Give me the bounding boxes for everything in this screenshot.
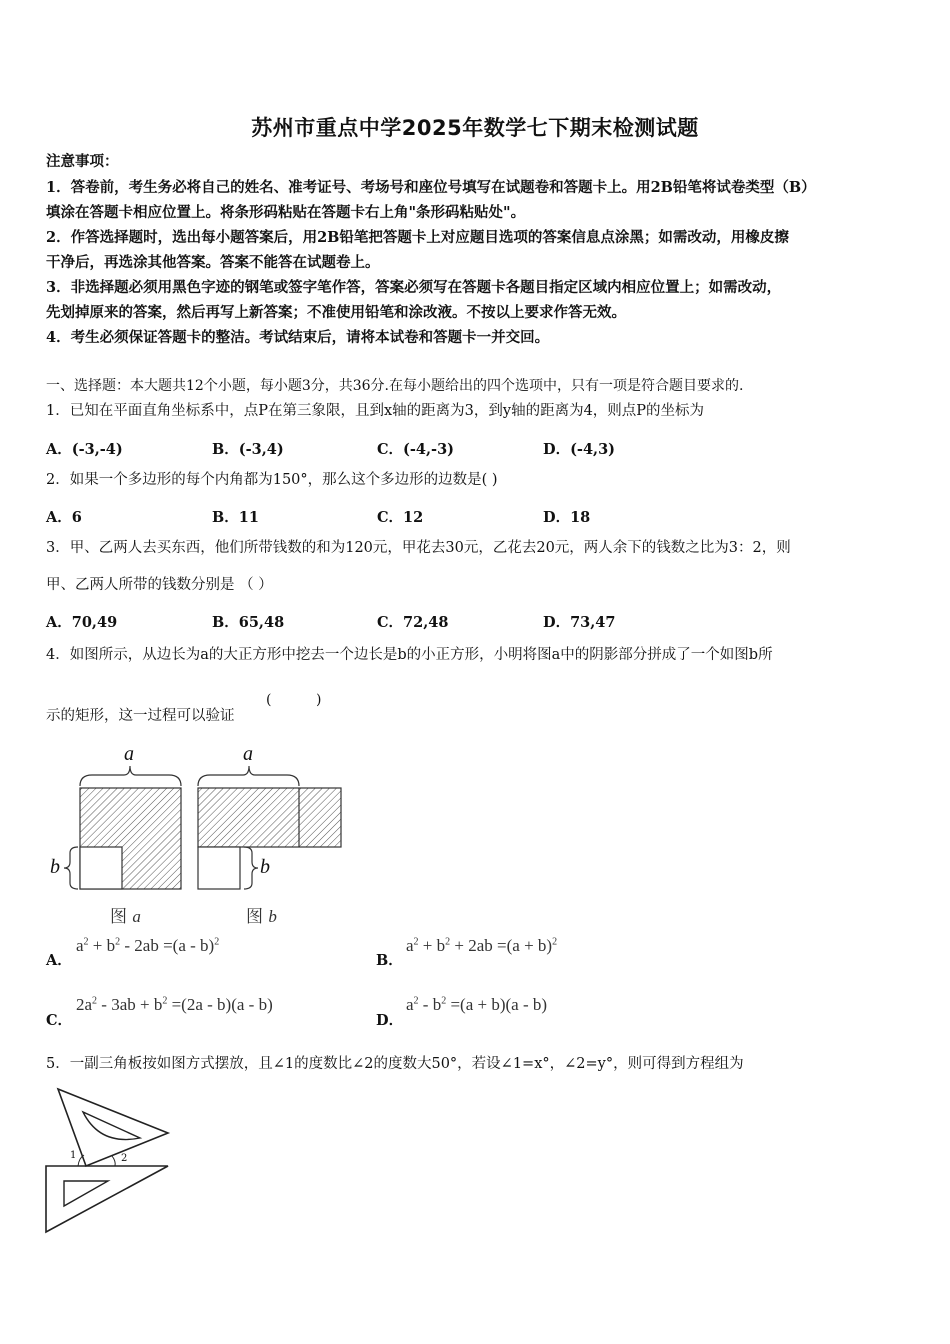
q1-option-a: A．(-3,-4) xyxy=(46,441,123,458)
question-4-stem: 4．如图所示，从边长为a的大正方形中挖去一个边长是b的小正方形，小明将图a中的阴影部分拼成了一个如图b所 xyxy=(46,647,773,663)
section-heading: 一、选择题：本大题共12个小题，每小题3分，共36分.在每小题给出的四个选项中，只有一项是符合题目要求的. xyxy=(46,378,744,394)
q2-option-c: C．12 xyxy=(377,509,424,526)
notice-line: 1．答卷前，考生务必将自己的姓名、准考证号、考场号和座位号填写在试题卷和答题卡上。用2B铅笔将试卷类型（B） xyxy=(46,179,816,196)
q4-option-b-formula: $a^2 + b^2 + 2ab =(a + b)^2$ xyxy=(406,936,558,955)
brace-b-left xyxy=(64,847,78,889)
question-3-stem: 3．甲、乙两人去买东西，他们所带钱数的和为120元，甲花去30元，乙花去20元，两人余下的钱数之比为3：2，则 xyxy=(46,540,791,556)
notice-line: 填涂在答题卡相应位置上。将条形码粘贴在答题卡右上角"条形码粘贴处"。 xyxy=(46,204,526,221)
question-2-stem: 2．如果一个多边形的每个内角都为150°，那么这个多边形的边数是( ) xyxy=(46,472,498,488)
question-1-stem: 1．已知在平面直角坐标系中，点P在第三象限，且到x轴的距离为3，到y轴的距离为4，则点P的坐标为 xyxy=(46,403,705,419)
notice-line: 先划掉原来的答案，然后再写上新答案；不准使用铅笔和涂改液。不按以上要求作答无效。 xyxy=(46,304,626,321)
big-square-shaded xyxy=(80,788,181,889)
angle-1-label: 1 xyxy=(70,1150,77,1161)
q4-option-d-label: D． xyxy=(376,1012,404,1029)
question-3-stem-cont: 甲、乙两人所带的钱数分别是 （ ） xyxy=(46,577,273,593)
q3-option-b: B．65,48 xyxy=(212,614,285,631)
label-a-right: a xyxy=(243,743,253,765)
notice-line: 2．作答选择题时，选出每小题答案后，用2B铅笔把答题卡上对应题目选项的答案信息点涂黑；如需改动，用橡皮擦 xyxy=(46,229,789,246)
label-a-left: a xyxy=(124,743,134,765)
q4-option-c-label: C． xyxy=(46,1012,73,1029)
q1-option-d: D．(-4,3) xyxy=(543,441,616,458)
q4-option-b-label: B． xyxy=(376,952,403,969)
q2-option-a: A．6 xyxy=(46,509,82,526)
q2-option-b: B．11 xyxy=(212,509,259,526)
q2-option-d: D．18 xyxy=(543,509,591,526)
brace-a-left xyxy=(80,766,181,786)
caption-figure-b: 图 b xyxy=(246,907,277,927)
q3-option-a: A．70,49 xyxy=(46,614,118,631)
caption-figure-a: 图 a xyxy=(110,907,141,927)
angle-2-label: 2 xyxy=(121,1153,128,1164)
q1-option-b: B．(-3,4) xyxy=(212,441,284,458)
notice-line: 3．非选择题必须用黑色字迹的钢笔或签字笔作答，答案必须写在答题卡各题目指定区域内相应位置上；如需改动， xyxy=(46,279,782,296)
q4-option-c-formula: $2a^2 - 3ab + b^2 =(2a - b)(a - b)$ xyxy=(76,995,273,1014)
notice-line: 4．考生必须保证答题卡的整洁。考试结束后，请将本试卷和答题卡一并交回。 xyxy=(46,329,550,346)
answer-paren: ( ) xyxy=(266,692,322,708)
label-b-right: b xyxy=(260,856,270,878)
page-title: 苏州市重点中学2025年数学七下期末检测试题 xyxy=(251,116,699,140)
q1-option-c: C．(-4,-3) xyxy=(377,441,455,458)
small-square-b xyxy=(198,847,240,889)
q4-option-a-label: A． xyxy=(46,952,72,969)
notice-heading: 注意事项： xyxy=(46,153,119,170)
notice-line: 干净后，再选涂其他答案。答案不能答在试题卷上。 xyxy=(46,254,380,271)
label-b-left: b xyxy=(50,856,60,878)
q4-option-a-formula: $a^2 + b^2 - 2ab =(a - b)^2$ xyxy=(76,936,220,955)
brace-b-right xyxy=(244,847,258,889)
q4-option-d-formula: $a^2 - b^2 =(a + b)(a - b)$ xyxy=(406,995,548,1014)
question-4-stem-cont: 示的矩形，这一过程可以验证 xyxy=(46,708,235,724)
question-5-stem: 5．一副三角板按如图方式摆放，且∠1的度数比∠2的度数大50°，若设∠1=x°，∠2=y°，则可得到方程组为 xyxy=(46,1056,744,1072)
rectangle-shaded xyxy=(198,788,341,847)
brace-a-right xyxy=(198,766,299,786)
q3-option-d: D．73,47 xyxy=(543,614,616,631)
small-square-cutout xyxy=(80,847,122,889)
q3-option-c: C．72,48 xyxy=(377,614,449,631)
